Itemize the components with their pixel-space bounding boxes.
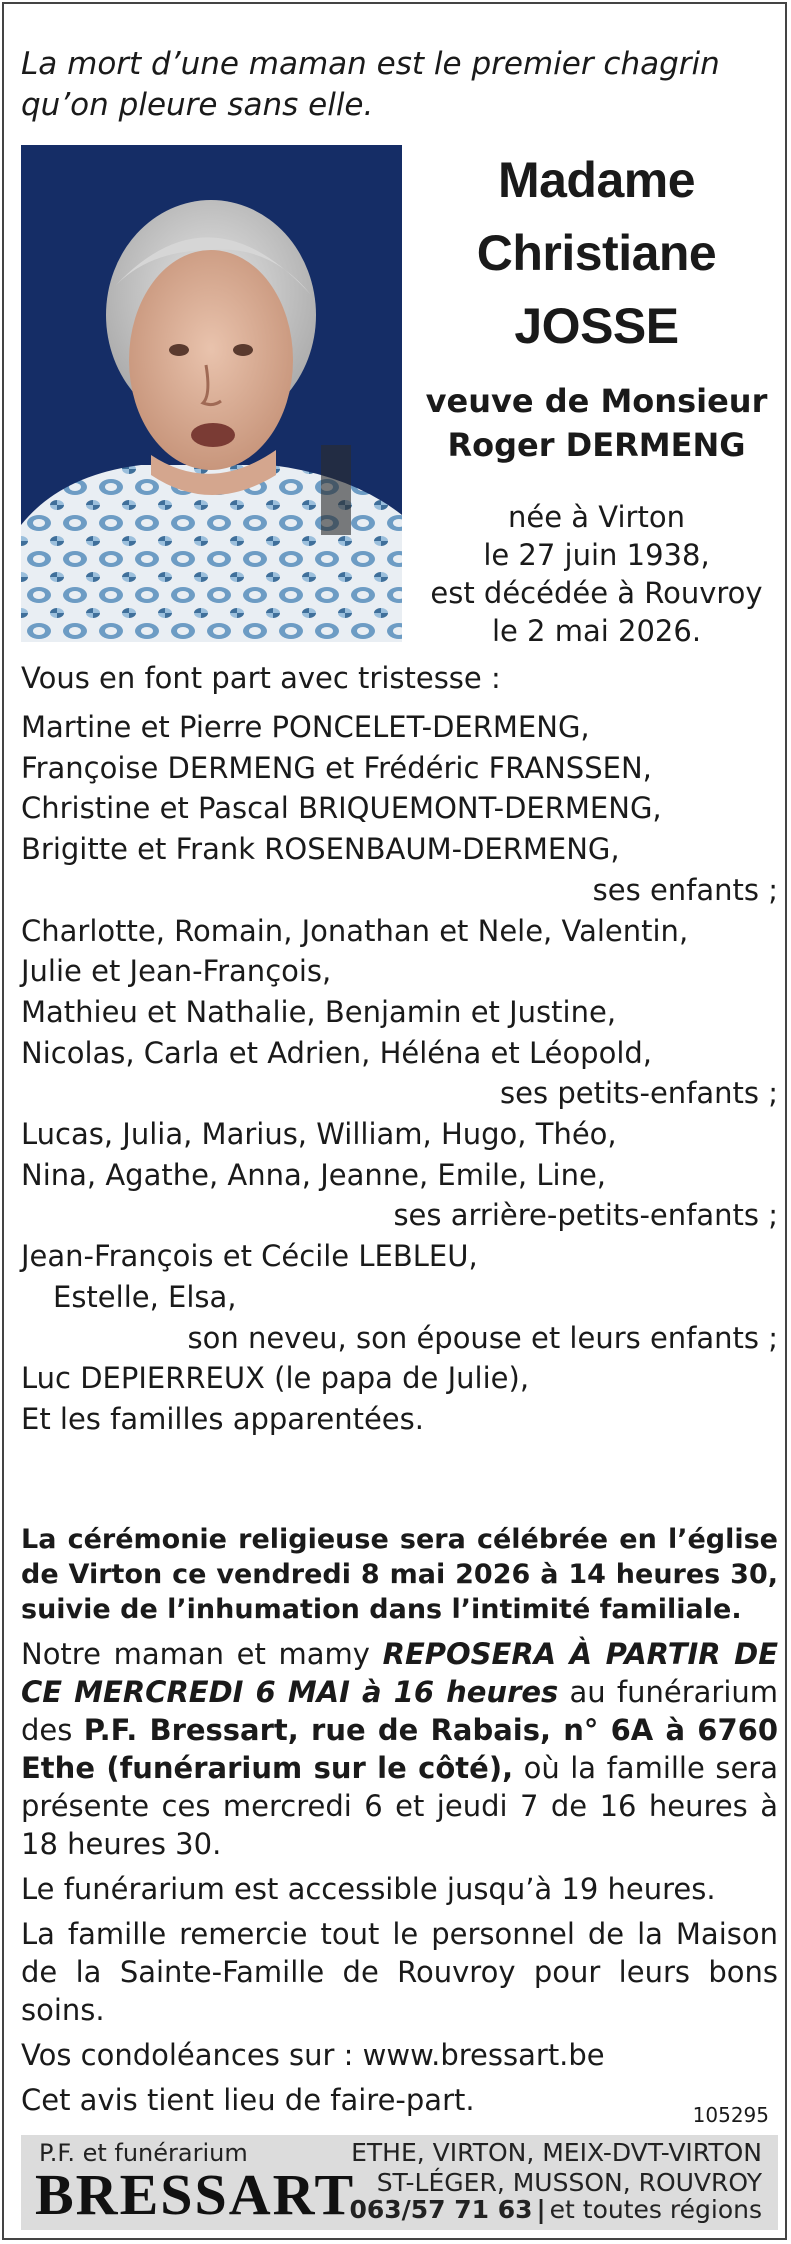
regions-text: et toutes régions xyxy=(549,2195,762,2224)
funeral-home-address: P.F. Bressart, rue de Rabais, n° 6A à 6760 Ethe (funérarium sur le côté), xyxy=(21,1713,778,1785)
funeral-home-logo: BRESSART xyxy=(35,2162,356,2227)
towns-line: ETHE, VIRTON, MEIX-DVT-VIRTON xyxy=(351,2138,762,2167)
portrait-photo xyxy=(21,145,402,642)
family-member-line: Mathieu et Nathalie, Benjamin et Justine, xyxy=(21,994,617,1029)
family-member-line: Jean-François et Cécile LEBLEU, xyxy=(21,1239,478,1274)
separator: | xyxy=(536,2195,546,2224)
honorific: Madame xyxy=(497,152,696,208)
ceremony-details: La cérémonie religieuse sera célébrée en l’église de Virton ce vendredi 8 mai 2026 à 14 heures 30, suivie de l’inhumation dans l’intimité familiale. xyxy=(21,1524,778,1625)
family-member-line: Françoise DERMENG et Frédéric FRANSSEN, xyxy=(21,750,652,785)
opening-quote xyxy=(21,44,741,126)
quote-line: qu’on pleure sans elle. xyxy=(21,87,374,123)
family-member-line: Lucas, Julia, Marius, William, Hugo, Théo, xyxy=(21,1117,617,1152)
towns-line: ST-LÉGER, MUSSON, ROUVROY xyxy=(376,2168,762,2197)
family-member-line: Estelle, Elsa, xyxy=(53,1279,237,1314)
funeral-home-label: P.F. et funérarium xyxy=(39,2139,248,2167)
contact-line xyxy=(349,2195,762,2224)
visitation-text: où la famille sera présente ces mercredi 6 et jeudi 7 de 16 heures à 18 heures 30. xyxy=(21,1751,778,1861)
family-member-line: Martine et Pierre PONCELET-DERMENG, xyxy=(21,710,590,744)
visitation-emphasis: REPOSERA À PARTIR DE CE MERCREDI 6 MAI à 16 heures xyxy=(21,1637,779,1709)
access-hours: Le funérarium est accessible jusqu’à 19 heures. xyxy=(21,1872,716,1906)
visitation-text: au funérarium des xyxy=(21,1675,779,1747)
family-member-line: Charlotte, Romain, Jonathan et Nele, Valentin, xyxy=(21,913,689,948)
widow-line: Roger DERMENG xyxy=(447,426,746,464)
family-list xyxy=(21,707,778,1440)
reference-number: 105295 xyxy=(692,2103,769,2127)
visitation-text: Notre maman et mamy xyxy=(21,1637,383,1671)
service-towns xyxy=(351,2138,762,2198)
condolences-link[interactable]: Vos condoléances sur : www.bressart.be xyxy=(21,2038,605,2072)
visitation-paragraph xyxy=(21,1635,778,1863)
family-member-line: Et les familles apparentées. xyxy=(21,1401,424,1436)
quote-line: La mort d’une maman est le premier chagrin xyxy=(21,46,720,82)
family-member-line: Julie et Jean-François, xyxy=(21,954,332,989)
family-member-line: Luc DEPIERREUX (le papa de Julie), xyxy=(21,1361,530,1396)
family-member-line: Brigitte et Frank ROSENBAUM-DERMENG, xyxy=(21,832,620,867)
announcement-intro: Vous en font part avec tristesse : xyxy=(21,661,501,695)
last-name: JOSSE xyxy=(514,298,679,354)
death-date: le 2 mai 2026. xyxy=(491,614,702,648)
relationship-label: ses petits-enfants ; xyxy=(500,1076,778,1111)
widow-of xyxy=(404,379,789,467)
family-member-line: Christine et Pascal BRIQUEMONT-DERMENG, xyxy=(21,791,662,826)
relationship-label: ses enfants ; xyxy=(592,872,778,907)
family-member-line: Nicolas, Carla et Adrien, Héléna et Léopold, xyxy=(21,1035,653,1070)
relationship-label: son neveu, son épouse et leurs enfants ; xyxy=(187,1320,778,1355)
birth-place: née à Virton xyxy=(508,500,685,534)
birth-date: le 27 juin 1938, xyxy=(483,538,710,572)
obituary-notice xyxy=(2,2,787,2240)
first-name: Christiane xyxy=(476,225,717,281)
practical-info xyxy=(21,1635,778,2126)
relationship-label: ses arrière-petits-enfants ; xyxy=(393,1198,778,1233)
funeral-home-banner xyxy=(21,2135,778,2230)
thanks-paragraph: La famille remercie tout le personnel de la Maison de la Sainte-Famille de Rouvroy pour leurs bons soins. xyxy=(21,1917,778,2027)
death-place: est décédée à Rouvroy xyxy=(430,576,763,610)
family-member-line: Nina, Agathe, Anna, Jeanne, Emile, Line, xyxy=(21,1157,607,1192)
birth-death-info xyxy=(404,498,789,650)
notice-statement: Cet avis tient lieu de faire-part. xyxy=(21,2083,475,2117)
deceased-name xyxy=(404,144,789,363)
portrait-illustration xyxy=(21,145,402,642)
widow-line: veuve de Monsieur xyxy=(425,382,768,420)
phone-number[interactable]: 063/57 71 63 xyxy=(349,2195,533,2224)
